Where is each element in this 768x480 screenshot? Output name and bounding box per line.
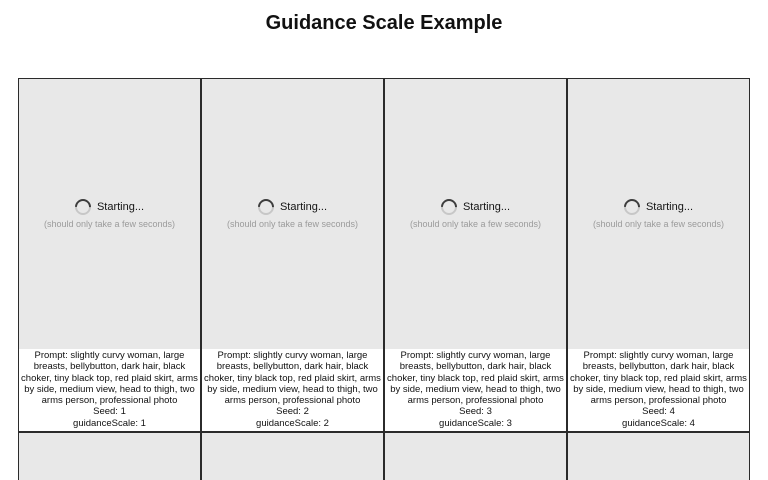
- page-title: Guidance Scale Example: [265, 12, 503, 34]
- caption-seed: Seed: 1: [93, 406, 126, 418]
- image-cell: [567, 78, 750, 432]
- loading-hint-text: (should only take a few seconds): [226, 219, 359, 229]
- image-cell: [384, 78, 567, 432]
- image-gallery-grid: [18, 78, 750, 480]
- spinner-icon: [438, 196, 461, 219]
- image-cell-loading: [567, 432, 750, 480]
- caption-guidance-scale: guidanceScale: 1: [73, 417, 146, 429]
- loading-status-text: Starting...: [96, 201, 145, 213]
- caption-seed: Seed: 4: [642, 406, 675, 418]
- loading-hint-text: (should only take a few seconds): [43, 219, 176, 229]
- image-cell-loading: [18, 432, 201, 480]
- image-caption: [202, 349, 383, 431]
- loading-status-text: Starting...: [462, 201, 511, 213]
- image-caption: [19, 349, 200, 431]
- caption-prompt: Prompt: slightly curvy woman, large breasts, bellybutton, dark hair, black choker, tiny black top, red plaid skirt, arms by side, medium view, head to thigh, two arms person, professional photo: [570, 350, 747, 407]
- caption-prompt: Prompt: slightly curvy woman, large breasts, bellybutton, dark hair, black choker, tiny black top, red plaid skirt, arms by side, medium view, head to thigh, two arms person, professional photo: [204, 350, 381, 407]
- caption-seed: Seed: 2: [276, 406, 309, 418]
- caption-guidance-scale: guidanceScale: 4: [622, 417, 695, 429]
- loading-placeholder: [202, 79, 383, 349]
- image-caption: [568, 349, 749, 431]
- caption-seed: Seed: 3: [459, 406, 492, 418]
- caption-prompt: Prompt: slightly curvy woman, large breasts, bellybutton, dark hair, black choker, tiny black top, red plaid skirt, arms by side, medium view, head to thigh, two arms person, professional photo: [387, 350, 564, 407]
- spinner-icon: [72, 196, 95, 219]
- loading-placeholder: [19, 433, 200, 480]
- loading-placeholder: [568, 433, 749, 480]
- loading-hint-text: (should only take a few seconds): [409, 219, 542, 229]
- loading-placeholder: [568, 79, 749, 349]
- loading-status-text: Starting...: [645, 201, 694, 213]
- loading-status-text: Starting...: [279, 201, 328, 213]
- image-cell-loading: [201, 432, 384, 480]
- spinner-icon: [255, 196, 278, 219]
- loading-placeholder: [385, 79, 566, 349]
- loading-placeholder: [19, 79, 200, 349]
- image-caption: [385, 349, 566, 431]
- image-cell-loading: [384, 432, 567, 480]
- image-cell: [201, 78, 384, 432]
- spinner-icon: [621, 196, 644, 219]
- loading-hint-text: (should only take a few seconds): [592, 219, 725, 229]
- loading-placeholder: [202, 433, 383, 480]
- loading-placeholder: [385, 433, 566, 480]
- caption-guidance-scale: guidanceScale: 3: [439, 417, 512, 429]
- caption-guidance-scale: guidanceScale: 2: [256, 417, 329, 429]
- caption-prompt: Prompt: slightly curvy woman, large breasts, bellybutton, dark hair, black choker, tiny black top, red plaid skirt, arms by side, medium view, head to thigh, two arms person, professional photo: [21, 350, 198, 407]
- image-cell: [18, 78, 201, 432]
